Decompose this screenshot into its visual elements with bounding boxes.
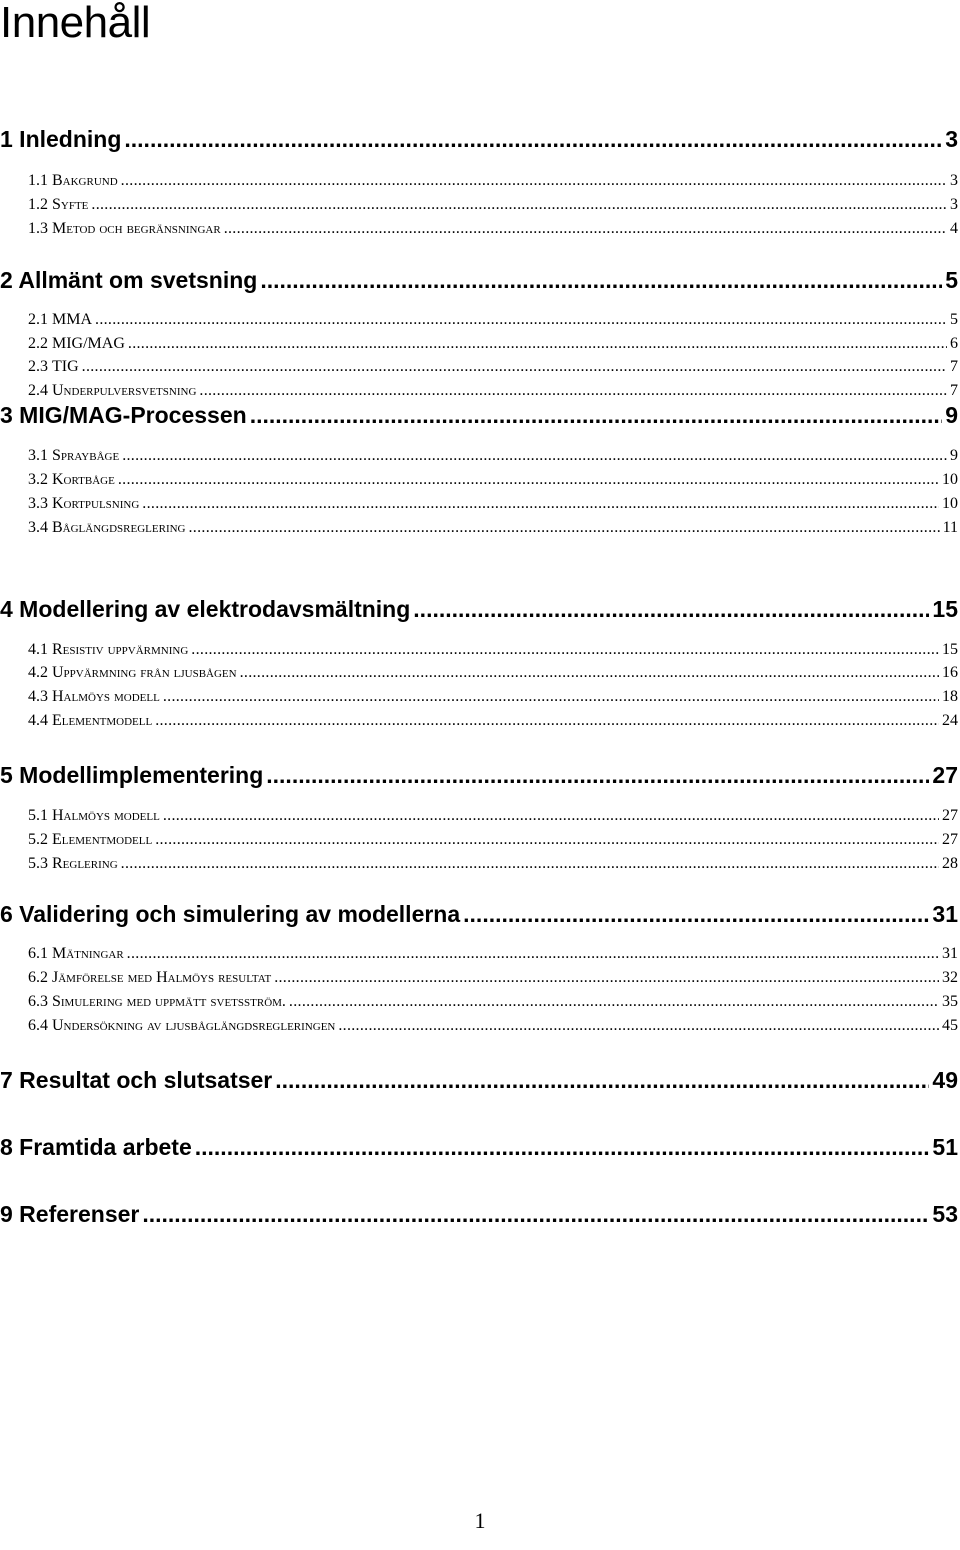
toc-section-title xyxy=(28,310,92,330)
toc-section-entry[interactable] xyxy=(28,195,960,215)
toc-chapter-entry[interactable] xyxy=(0,125,960,153)
toc-chapter-title: 8 Framtida arbete xyxy=(0,1134,192,1160)
toc-page-number: 53 xyxy=(932,1201,958,1227)
toc-section-title xyxy=(28,219,221,239)
toc-section-name: Uppvärmning från ljusbågen xyxy=(52,664,237,681)
toc-section-number: 4.1 xyxy=(28,641,52,658)
toc-section-name: Metod och begränsningar xyxy=(52,220,221,237)
toc-section-name: Båglängdsreglering xyxy=(52,519,186,536)
toc-page-number: 18 xyxy=(942,688,958,705)
toc-page-number: 16 xyxy=(942,664,958,681)
toc-page-number: 10 xyxy=(942,471,958,488)
dot-leader xyxy=(142,494,939,514)
toc-page-number: 7 xyxy=(950,382,958,399)
dot-leader xyxy=(95,310,947,330)
toc-section-number: 6.1 xyxy=(28,945,52,962)
toc-section-name: Syfte xyxy=(52,196,89,213)
toc-section-entry[interactable] xyxy=(28,446,960,466)
toc-section-name: Kortbåge xyxy=(52,471,115,488)
toc-page-number: 15 xyxy=(932,596,958,622)
toc-page-number: 5 xyxy=(945,267,958,293)
dot-leader xyxy=(463,900,929,928)
toc-section-title xyxy=(28,968,271,988)
toc-section-name: Mätningar xyxy=(52,945,124,962)
dot-leader xyxy=(224,219,947,239)
toc-page-number: 15 xyxy=(942,641,958,658)
toc-section-number: 2.3 xyxy=(28,358,52,375)
dot-leader xyxy=(199,381,947,401)
page-title: Innehåll xyxy=(0,0,151,47)
toc-section-title xyxy=(28,663,237,683)
toc-section-entry[interactable] xyxy=(28,470,960,490)
toc-section-name: Spraybåge xyxy=(52,447,120,464)
toc-section-entry[interactable] xyxy=(28,310,960,330)
toc-page-number: 9 xyxy=(945,402,958,428)
toc-section-entry[interactable] xyxy=(28,663,960,683)
toc-section-entry[interactable] xyxy=(28,854,960,874)
toc-section-title xyxy=(28,518,186,538)
toc-section-entry[interactable] xyxy=(28,687,960,707)
toc-section-title xyxy=(28,494,139,514)
toc-page-number: 27 xyxy=(942,807,958,824)
toc-page-number: 3 xyxy=(945,126,958,152)
dot-leader xyxy=(121,854,939,874)
toc-section-entry[interactable] xyxy=(28,494,960,514)
toc-section-title xyxy=(28,854,118,874)
toc-page-number: 51 xyxy=(932,1134,958,1160)
dot-leader xyxy=(155,830,939,850)
toc-section-name: TIG xyxy=(52,358,79,375)
toc-section-entry[interactable] xyxy=(28,219,960,239)
toc-section-name: MMA xyxy=(52,311,93,328)
toc-section-title xyxy=(28,992,286,1012)
toc-section-entry[interactable] xyxy=(28,640,960,660)
toc-section-entry[interactable] xyxy=(28,381,960,401)
toc-chapter-entry[interactable] xyxy=(0,595,960,623)
toc-section-entry[interactable] xyxy=(28,171,960,191)
toc-section-name: Halmöys modell xyxy=(52,688,160,705)
dot-leader xyxy=(155,711,939,731)
dot-leader xyxy=(163,806,939,826)
toc-chapter-entry[interactable] xyxy=(0,900,960,928)
toc-section-title xyxy=(28,195,88,215)
toc-page-number: 31 xyxy=(932,901,958,927)
toc-section-number: 3.1 xyxy=(28,447,52,464)
toc-section-number: 2.4 xyxy=(28,382,52,399)
toc-section-entry[interactable] xyxy=(28,334,960,354)
toc-section-number: 1.3 xyxy=(28,220,52,237)
dot-leader xyxy=(122,446,947,466)
toc-section-title xyxy=(28,171,118,191)
toc-page-number: 9 xyxy=(950,447,958,464)
toc-section-entry[interactable] xyxy=(28,806,960,826)
toc-chapter-entry[interactable] xyxy=(0,1200,960,1228)
toc-section-number: 3.4 xyxy=(28,519,52,536)
dot-leader xyxy=(195,1133,930,1161)
toc-section-name: Undersökning av ljusbåglängdsregleringen xyxy=(52,1017,336,1034)
toc-chapter-entry[interactable] xyxy=(0,761,960,789)
toc-chapter-title: 1 Inledning xyxy=(0,126,122,152)
toc-section-name: MIG/MAG xyxy=(52,335,125,352)
toc-section-title xyxy=(28,711,152,731)
toc-section-number: 2.2 xyxy=(28,335,52,352)
toc-section-entry[interactable] xyxy=(28,830,960,850)
toc-page-number: 28 xyxy=(942,855,958,872)
toc-section-entry[interactable] xyxy=(28,968,960,988)
toc-page-number: 5 xyxy=(950,311,958,328)
toc-chapter-title: 2 Allmänt om svetsning xyxy=(0,267,258,293)
toc-section-title xyxy=(28,1016,335,1036)
toc-section-name: Elementmodell xyxy=(52,712,153,729)
toc-section-entry[interactable] xyxy=(28,357,960,377)
toc-section-number: 2.1 xyxy=(28,311,52,328)
toc-section-name: Resistiv uppvärmning xyxy=(52,641,189,658)
dot-leader xyxy=(289,992,939,1012)
dot-leader xyxy=(118,470,939,490)
dot-leader xyxy=(142,1200,929,1228)
dot-leader xyxy=(266,761,929,789)
dot-leader xyxy=(91,195,947,215)
toc-section-title xyxy=(28,806,160,826)
toc-section-number: 3.3 xyxy=(28,495,52,512)
toc-page-number: 27 xyxy=(932,762,958,788)
toc-page-number: 3 xyxy=(950,172,958,189)
toc-section-entry[interactable] xyxy=(28,1016,960,1036)
toc-page-number: 10 xyxy=(942,495,958,512)
toc-section-title xyxy=(28,687,160,707)
dot-leader xyxy=(274,968,939,988)
dot-leader xyxy=(189,518,940,538)
toc-page-number: 7 xyxy=(950,358,958,375)
dot-leader xyxy=(163,687,939,707)
dot-leader xyxy=(127,944,939,964)
toc-section-number: 5.3 xyxy=(28,855,52,872)
toc-section-number: 6.2 xyxy=(28,969,52,986)
toc-section-title xyxy=(28,381,196,401)
toc-page-number: 6 xyxy=(950,335,958,352)
toc-section-number: 3.2 xyxy=(28,471,52,488)
toc-chapter-title: 3 MIG/MAG-Processen xyxy=(0,402,247,428)
toc-section-number: 4.3 xyxy=(28,688,52,705)
toc-page-number: 24 xyxy=(942,712,958,729)
dot-leader xyxy=(250,401,943,429)
toc-section-number: 6.3 xyxy=(28,993,52,1010)
toc-section-title xyxy=(28,640,188,660)
toc-section-number: 4.2 xyxy=(28,664,52,681)
toc-section-title xyxy=(28,357,79,377)
toc-section-number: 5.2 xyxy=(28,831,52,848)
toc-page-number: 11 xyxy=(942,519,958,536)
toc-chapter-title: 5 Modellimplementering xyxy=(0,762,264,788)
toc-section-name: Halmöys modell xyxy=(52,807,160,824)
toc-chapter-title: 6 Validering och simulering av modellerna xyxy=(0,901,461,927)
toc-section-number: 6.4 xyxy=(28,1017,52,1034)
toc-page-number: 32 xyxy=(942,969,958,986)
toc-section-number: 4.4 xyxy=(28,712,52,729)
dot-leader xyxy=(124,125,942,153)
dot-leader xyxy=(191,640,939,660)
toc-chapter-title: 7 Resultat och slutsatser xyxy=(0,1067,273,1093)
toc-section-name: Elementmodell xyxy=(52,831,153,848)
toc-section-name: Jämförelse med Halmöys resultat xyxy=(52,969,272,986)
toc-page-number: 4 xyxy=(950,220,958,237)
toc-chapter-entry[interactable] xyxy=(0,1133,960,1161)
toc-section-number: 1.2 xyxy=(28,196,52,213)
toc-section-name: Reglering xyxy=(52,855,118,872)
toc-page-number: 31 xyxy=(942,945,958,962)
dot-leader xyxy=(260,266,942,294)
toc-page-number: 27 xyxy=(942,831,958,848)
toc-section-title xyxy=(28,334,125,354)
dot-leader xyxy=(128,334,947,354)
toc-section-entry[interactable] xyxy=(28,944,960,964)
toc-section-entry[interactable] xyxy=(28,992,960,1012)
toc-section-name: Bakgrund xyxy=(52,172,118,189)
dot-leader xyxy=(82,357,947,377)
toc-section-title xyxy=(28,470,115,490)
toc-chapter-entry[interactable] xyxy=(0,266,960,294)
toc-section-number: 5.1 xyxy=(28,807,52,824)
dot-leader xyxy=(240,663,939,683)
toc-chapter-entry[interactable] xyxy=(0,401,960,429)
dot-leader xyxy=(413,595,929,623)
dot-leader xyxy=(338,1016,939,1036)
toc-section-name: Simulering med uppmätt svetsström. xyxy=(52,993,286,1010)
dot-leader xyxy=(275,1066,929,1094)
toc-section-name: Kortpulsning xyxy=(52,495,140,512)
toc-section-entry[interactable] xyxy=(28,711,960,731)
toc-section-title xyxy=(28,944,124,964)
toc-page-number: 45 xyxy=(942,1017,958,1034)
page-number: 1 xyxy=(474,1508,486,1533)
toc-page-number: 49 xyxy=(932,1067,958,1093)
toc-chapter-title: 4 Modellering av elektrodavsmältning xyxy=(0,596,411,622)
toc-chapter-title: 9 Referenser xyxy=(0,1201,140,1227)
toc-chapter-entry[interactable] xyxy=(0,1066,960,1094)
toc-page-number: 35 xyxy=(942,993,958,1010)
toc-section-number: 1.1 xyxy=(28,172,52,189)
dot-leader xyxy=(121,171,947,191)
toc-section-name: Underpulversvetsning xyxy=(52,382,197,399)
toc-section-title xyxy=(28,446,119,466)
toc-page-number: 3 xyxy=(950,196,958,213)
toc-section-title xyxy=(28,830,152,850)
toc-section-entry[interactable] xyxy=(28,518,960,538)
